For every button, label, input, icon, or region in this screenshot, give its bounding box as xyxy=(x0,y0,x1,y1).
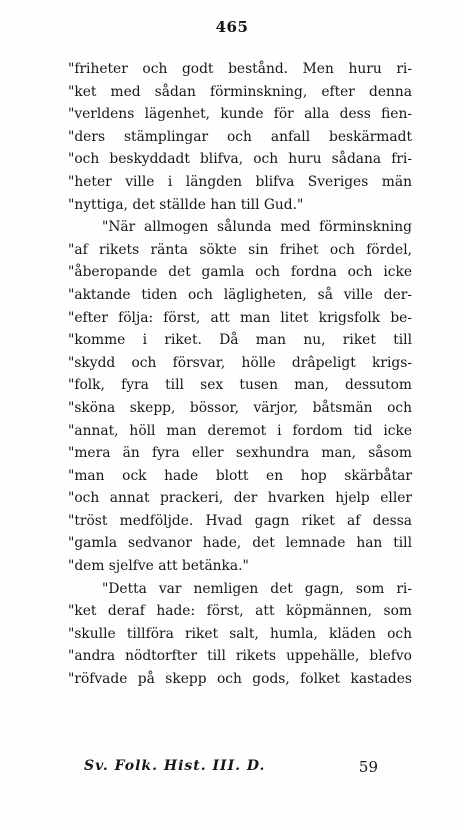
text-line: "När allmogen sålunda med förminskning xyxy=(102,219,412,236)
text-line: "åberopande det gamla och fordna och icke xyxy=(68,264,412,281)
text-line: "aktande tiden och lägligheten, så ville der- xyxy=(68,286,412,303)
text-line: "heter ville i längden blifva Sveriges män xyxy=(68,173,412,190)
text-line: "sköna skepp, bössor, värjor, båtsmän och xyxy=(68,399,412,416)
text-line: "annat, höll man deremot i fordom tid icke xyxy=(68,422,412,439)
text-line: "skulle tillföra riket salt, humla, kläden och xyxy=(68,625,412,642)
text-line: "man ock hade blott en hop skärbåtar xyxy=(68,467,412,484)
text-line: "komme i riket. Då man nu, riket till xyxy=(68,332,412,349)
text-line: "röfvade på skepp och gods, folket kastades xyxy=(68,671,412,688)
text-line: "dem sjelfve att betänka." xyxy=(68,558,249,575)
signature-mark: Sv. Folk. Hist. III. D. xyxy=(84,758,266,774)
text-line: "gamla sedvanor hade, det lemnade han till xyxy=(68,535,412,552)
text-line: "och beskyddadt blifva, och huru sådana fri- xyxy=(68,151,412,168)
text-line: "Detta var nemligen det gagn, som ri- xyxy=(102,580,412,597)
text-line: "efter följa: först, att man litet krigsfolk be- xyxy=(68,309,412,326)
text-line: "af rikets ränta sökte sin frihet och fördel, xyxy=(68,241,412,258)
text-line: "ders stämplingar och anfall beskärmadt xyxy=(68,128,412,145)
text-line: "friheter och godt bestånd. Men huru ri- xyxy=(68,61,412,77)
printer-signature xyxy=(84,758,404,780)
body-text xyxy=(68,58,412,691)
text-line: "andra nödtorfter till rikets uppehälle, blefvo xyxy=(68,648,412,665)
text-line: "tröst medföljde. Hvad gagn riket af dessa xyxy=(68,512,412,529)
text-line: "och annat prackeri, der hvarken hjelp eller xyxy=(68,490,412,507)
text-line: "verldens lägenhet, kunde för alla dess fien- xyxy=(68,106,412,123)
text-line: "skydd och försvar, hölle drâpeligt krigs- xyxy=(68,354,412,371)
page-number: 465 xyxy=(215,18,249,36)
text-line: "folk, fyra till sex tusen man, dessutom xyxy=(68,377,412,394)
text-line: "nyttiga, det ställde han till Gud." xyxy=(68,196,304,213)
text-line: "mera än fyra eller sexhundra man, såsom xyxy=(68,445,412,462)
signature-number: 59 xyxy=(358,758,378,776)
text-line: "ket deraf hade: först, att köpmännen, som xyxy=(68,603,412,620)
text-line: "ket med sådan förminskning, efter denna xyxy=(68,83,412,100)
